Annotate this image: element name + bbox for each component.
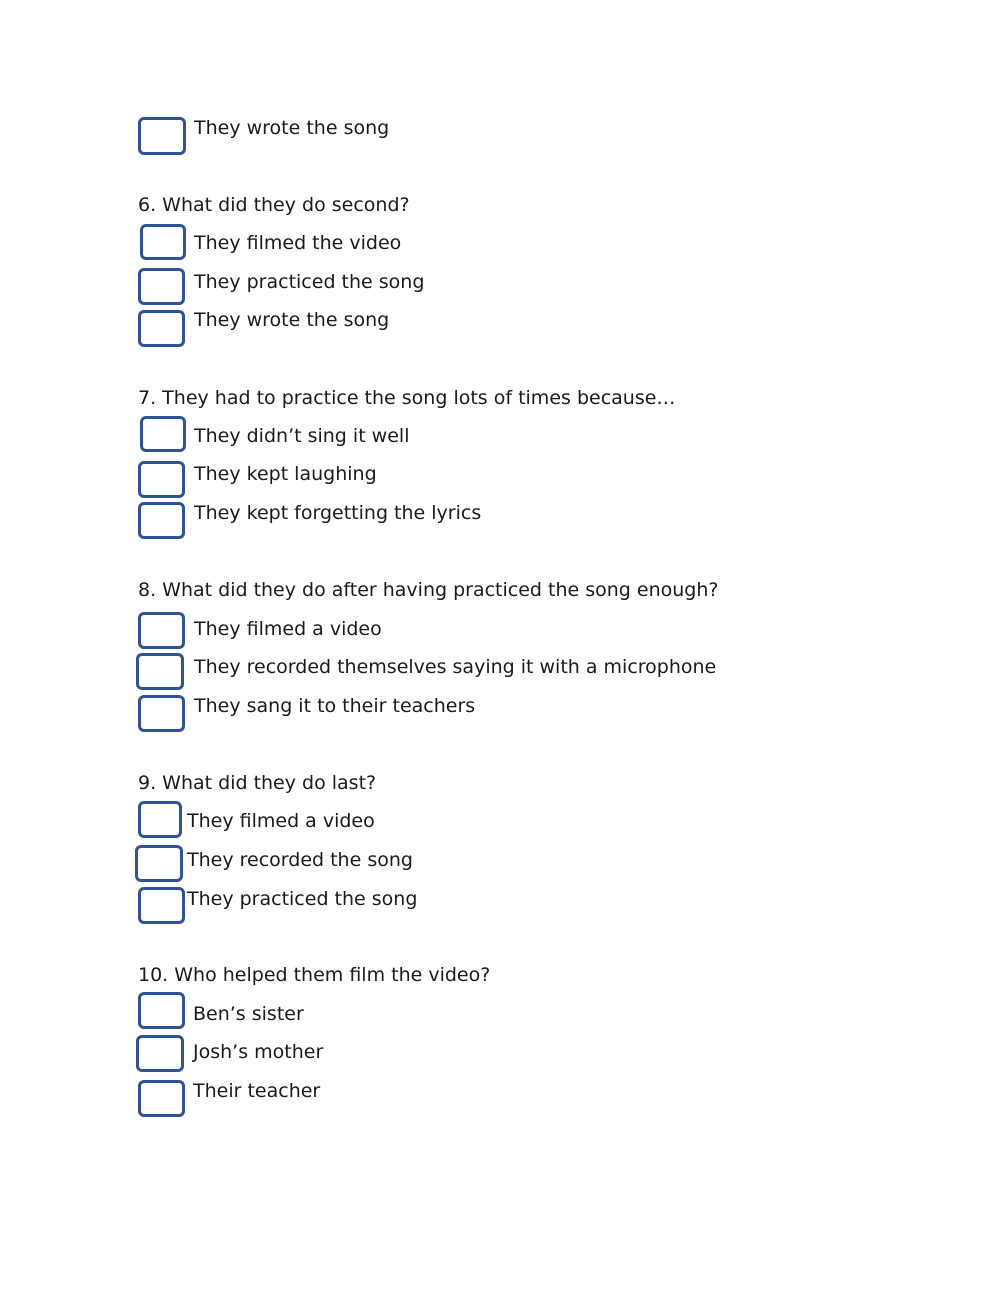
checkbox-q5-option-3[interactable] [138,117,186,155]
q9-option-1-label: They filmed a video [187,810,375,832]
q8-option-3-label: They sang it to their teachers [194,695,476,717]
checkbox-q9-option-1[interactable] [138,801,182,838]
checkbox-q6-option-1[interactable] [140,224,186,260]
q7-option-1-label: They didn’t sing it well [194,425,410,447]
q10-question: 10. Who helped them film the video? [138,964,491,986]
q6-option-3-label: They wrote the song [194,309,390,331]
q10-option-3-label: Their teacher [193,1080,321,1102]
q5-option-3-label: They wrote the song [194,117,390,139]
q7-question: 7. They had to practice the song lots of times because… [138,387,676,409]
checkbox-q8-option-3[interactable] [138,695,185,732]
checkbox-q6-option-3[interactable] [138,310,185,347]
q9-option-3-label: They practiced the song [187,888,418,910]
checkbox-q9-option-2[interactable] [135,845,183,882]
checkbox-q7-option-1[interactable] [140,416,186,452]
q8-question: 8. What did they do after having practiced the song enough? [138,579,719,601]
checkbox-q7-option-2[interactable] [138,461,185,498]
checkbox-q8-option-1[interactable] [138,612,185,649]
checkbox-q6-option-2[interactable] [138,268,185,305]
checkbox-q10-option-2[interactable] [136,1035,184,1072]
q7-option-3-label: They kept forgetting the lyrics [194,502,482,524]
checkbox-q10-option-3[interactable] [138,1080,185,1117]
checkbox-q10-option-1[interactable] [138,992,185,1029]
checkbox-q7-option-3[interactable] [138,502,185,539]
q8-option-1-label: They filmed a video [194,618,382,640]
checkbox-q8-option-2[interactable] [136,653,184,690]
q9-question: 9. What did they do last? [138,772,377,794]
q6-option-2-label: They practiced the song [194,271,425,293]
checkbox-q9-option-3[interactable] [138,887,185,924]
q6-option-1-label: They filmed the video [194,232,402,254]
q6-question: 6. What did they do second? [138,194,410,216]
q10-option-2-label: Josh’s mother [193,1041,324,1063]
q9-option-2-label: They recorded the song [187,849,413,871]
q10-option-1-label: Ben’s sister [193,1003,304,1025]
q8-option-2-label: They recorded themselves saying it with a microphone [194,656,717,678]
q7-option-2-label: They kept laughing [194,463,377,485]
